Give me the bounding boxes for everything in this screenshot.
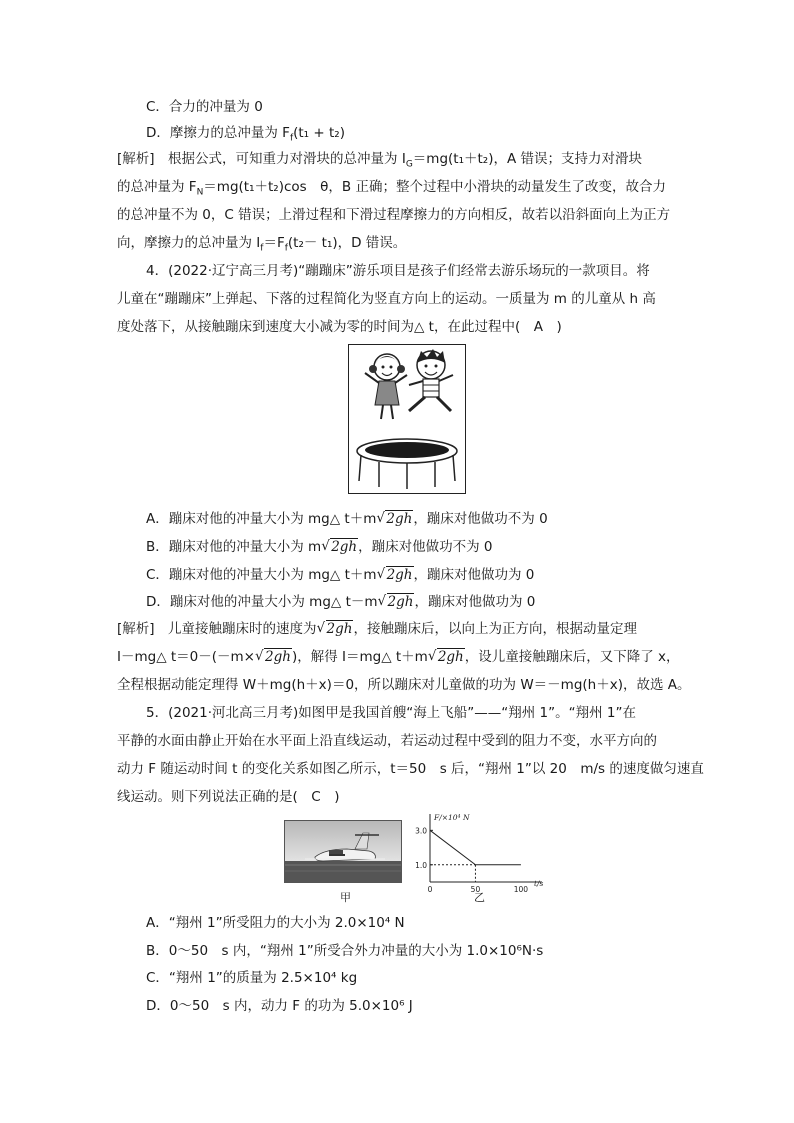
q4-solution: 全程根据动能定理得 W＋mg(h＋x)＝0，所以蹦床对儿童做的功为 W＝－mg(h＋x)，故选 A。 (117, 677, 691, 693)
force-series-line (430, 830, 521, 864)
q5-option-d: D．0～50 s 内，动力 F 的功为 5.0×10⁶ J (146, 998, 413, 1014)
q5-stem: 线运动。则下列说法正确的是( C ) (117, 789, 340, 805)
solution-line: 向，摩擦力的总冲量为 $I_f=F_f(t_2- t_1)$，D 错误。 (117, 235, 407, 254)
seaplane-photo (284, 820, 402, 883)
force-time-graph (408, 810, 548, 898)
q4-stem: 儿童在“蹦蹦床”上弹起、下落的过程简化为竖直方向上的运动。一质量为 m 的儿童从 h 高 (117, 291, 656, 307)
q4-solution: I－mg△ t＝0－(－m×√ 2gh)，解得 I＝mg△ t＋m√ 2gh，设儿童接触蹦床后，又下降了 x， (117, 648, 680, 666)
q5-stem: 动力 F 随运动时间 t 的变化关系如图乙所示，t＝50 s 后，“翔州 1”以 20 m/s 的速度做匀速直 (117, 761, 704, 777)
q4-stem: 4．(2022·辽宁高三月考)“蹦蹦床”游乐项目是孩子们经常去游乐场玩的一款项目。将 (146, 263, 650, 279)
trampoline-figure (348, 344, 466, 494)
q5-option-c: C．“翔州 1”的质量为 2.5×10⁴ kg (146, 970, 358, 986)
q4-option-b: B．蹦床对他的冲量大小为 m√ 2gh，蹦床对他做功不为 0 (146, 538, 493, 556)
y-tick-label: 3.0 (415, 826, 427, 836)
q4-option-c: C．蹦床对他的冲量大小为 mg△ t＋m√ 2gh，蹦床对他做功为 0 (146, 566, 534, 584)
caption-a: 甲 (340, 891, 351, 904)
q5-option-a: A．“翔州 1”所受阻力的大小为 2.0×10⁴ N (146, 915, 405, 931)
x-tick-label: 100 (513, 885, 529, 894)
solution-line: [解析] 根据公式，可知重力对滑块的总冲量为 $I_G=mg(t_1+t_2)$，A 错误；支持力对滑块 (117, 151, 642, 170)
option-c: C．合力的冲量为 0 (146, 99, 263, 115)
y-tick-label: 1.0 (415, 860, 427, 870)
x-tick-label: 50 (470, 885, 481, 894)
solution-line: 的总冲量不为 0，C 错误；上滑过程和下滑过程摩擦力的方向相反，故若以沿斜面向上为正方 (117, 207, 671, 223)
x-tick-label: 0 (427, 885, 433, 894)
force-time-chart (408, 810, 548, 898)
option-d: D．摩擦力的总冲量为 $F_f(t_1 + t_2)$ (146, 125, 345, 144)
q4-option-d: D．蹦床对他的冲量大小为 mg△ t－m√ 2gh，蹦床对他做功为 0 (146, 593, 535, 611)
seaplane-illustration (285, 821, 401, 882)
solution-line: 的总冲量为 $F_N=mg(t_1+t_2)\cos$ θ，B 正确；整个过程中小滑块的动量发生了改变，故合力 (117, 179, 666, 198)
caption-b: 乙 (474, 891, 485, 904)
q5-option-b: B．0～50 s 内，“翔州 1”所受合外力冲量的大小为 1.0×10⁶N·s (146, 943, 544, 959)
x-axis-label: t/s (534, 879, 544, 888)
q4-stem: 度处落下，从接触蹦床到速度大小减为零的时间为△ t，在此过程中( A ) (117, 319, 562, 335)
q4-option-a: A．蹦床对他的冲量大小为 mg△ t＋m√ 2gh，蹦床对他做功不为 0 (146, 510, 548, 528)
q4-solution: [解析] 儿童接触蹦床时的速度为√ 2gh，接触蹦床后，以向上为正方向，根据动量定理 (117, 620, 637, 638)
trampoline-kids-illustration (349, 345, 465, 493)
q5-stem: 平静的水面由静止开始在水平面上沿直线运动，若运动过程中受到的阻力不变，水平方向的 (117, 733, 657, 749)
q5-stem: 5．(2021·河北高三月考)如图甲是我国首艘“海上飞船”——“翔州 1”。“翔州 1”在 (146, 705, 636, 721)
y-axis-label: F/×10⁴ N (434, 813, 470, 822)
